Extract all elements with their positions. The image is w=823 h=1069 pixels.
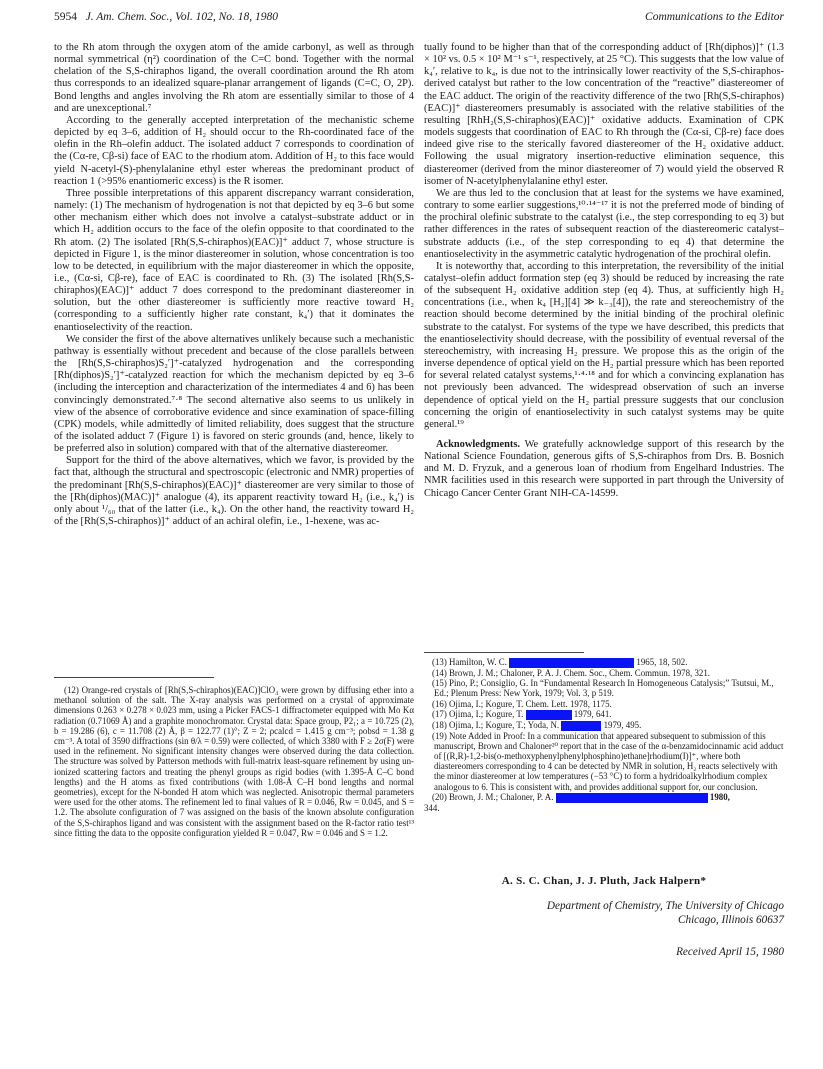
paragraph: According to the generally accepted interpretation of the mechanistic scheme depicted by eq 3–6, addition of H₂ should occur to the Rh-coordinated face of the olefin in the Rh–olefin adduct. The isolated adduct 7 corresponds to coordination of the (Cα-re, Cβ-si) face of EAC to the rhodium atom. Addition of H₂ to this face would yield N-acetyl-(S)-phenylalanine ethyl ester whereas the predominant product of reaction 1 (>95% enantiomeric excess) is the R isomer. [54, 114, 414, 187]
redaction-box [556, 793, 708, 803]
author-list: A. S. C. Chan, J. J. Pluth, Jack Halpern* [501, 875, 707, 887]
footnote-20-continued: 344. [424, 802, 440, 813]
footnote-text: (12) Orange-red crystals of [Rh(S,S-chiraphos)(EAC)]ClO₄ were grown by diffusing ether into a methanol solution of the salt. The X-ray analysis was performed on a crystal of approximate dimensions 0.263 × 0.278 × 0.023 mm, using a Picker FACS-1 diffractometer equipped with Mo Kα radiation (0.71069 Å) and a graphite monochromator. Crystal data: Space group, P2₁; a = 10.725 (2), b = 19.286 (6), c = 11.708 (2) Å, β = 122.77 (1)°; Z = 2; ρcalcd = 1.415 g cm⁻³; ρobsd = 1.38 g cm⁻³. A total of 3590 diffractions (sin θ/λ = 0.59) were collected, of which 3380 with F ≥ 2σ(F) were used in the refinement. No significant intensity changes were observed during the data collection. The structure was solved by Patterson methods with full-matrix least-square refinement by using un-ionized scattering factors and treating the phenyl groups as rigid bodies (with 1.395-Å C–C bond lengths) and the H atoms as fixed contributions (with 1.08-Å C–H bond lengths and normal geometries), except for the N-bonded H atom which was neglected. Anisotropic thermal parameters were used for the other atoms. The refinement led to final values of R = 0.046, Rw = 0.045, and S = 1.2. The absolute configuration of 7 was assigned on the basis of the known absolute configuration of the S,S-chiraphos ligand and was consistent with the assignment based on the R-factor ratio test¹³ since fitting the data to the opposite configuration yielded R = 0.047, Rw = 0.046 and S = 1.2. [54, 685, 414, 838]
page-number: 5954 [54, 11, 77, 23]
footnote-12 [54, 685, 414, 838]
acknowledgment [424, 439, 784, 500]
footnote-divider-left [54, 677, 214, 678]
footnote-17: (17) Ojima, I.; Kogure, T. 1979, 641. [432, 708, 612, 719]
footnote-14: (14) Brown, J. M.; Chaloner, P. A. J. Chem. Soc., Chem. Commun. 1978, 321. [432, 667, 710, 678]
paragraph: to the Rh atom through the oxygen atom of the amide carbonyl, as well as through normal symmetrical (η²) coordination of the C=C bond. Together with the normal chelation of the S,S-chiraphos ligand, the overall coordination around the Rh atom thus corresponds to an idealized square-planar arrangement of ligands (C=C, O, 2P). Bond lengths and angles involving the Rh atom are essentially similar to those of 4 and are unexceptional.⁷ [54, 42, 414, 114]
received-date: Received April 15, 1980 [676, 946, 784, 958]
affiliation-line: Department of Chemistry, The University of Chicago [546, 900, 784, 912]
paragraph: We consider the first of the above alternatives unlikely because such a mechanistic pathway is essentially without precedent and because of the close parallels between the [Rh(S,S-chiraphos)S₂′]⁺-catalyzed hydrogenation and the corresponding [Rh(diphos)S₂′]⁺-catalyzed reaction for which the mechanism depicted by eq 3–6 (including the interception and characterization of the intermediates 4 and 6) has been convincingly demonstrated.⁷·⁸ The second alternative also seems to us unlikely in view of the absence of corroborative evidence and since examination of space-filling (CPK) models, while admittedly of limited reliability, does suggest that the structure of the isolated adduct 7 (Figure 1) is favored on steric grounds (and, hence, likely to be preferred also in solution) compared with that of the alternative diastereomer. [54, 333, 414, 455]
page-header-left [54, 11, 278, 23]
footnotes-right [424, 657, 784, 813]
footnote-15: (15) Pino, P.; Consiglio, G. In “Fundamental Research In Homogeneous Catalysis;” Tsutsui, M., Ed.; Plenum Press: New York, 1979; Vol. 3, p 519. [432, 678, 774, 699]
journal-citation: J. Am. Chem. Soc., Vol. 102, No. 18, 1980 [85, 11, 279, 23]
paragraph: Three possible interpretations of this apparent discrepancy warrant consideration, namely: (1) The mechanism of hydrogenation is not that depicted by eq 3–6 but some other mechanism either which does not involve a catalyst–substrate adduct or in which H₂ addition occurs to the face of the olefin opposite to that coordinated to the Rh atom. (2) The isolated [Rh(S,S-chiraphos)(EAC)]⁺ adduct 7, whose structure is depicted in Figure 1, is the minor diastereomer in solution, whose concentration is too low to be detected, in equilibrium with the major diastereomer in which the opposite, i.e., (Cα-si, Cβ-re), face of EAC is coordinated to Rh. (3) The isolated [Rh(S,S-chiraphos)(EAC)]⁺ adduct 7 does correspond to the predominant diastereomer in solution, but the other diastereomer is sufficiently more reactive toward H₂ (corresponding to a sufficiently higher rate constant, k₄′) that it dominates the enantioselectivity of the reaction. [54, 187, 414, 333]
paragraph: It is noteworthy that, according to this interpretation, the reversibility of the initial catalyst–olefin adduct formation step (eq 3) should be reduced by increasing the rate of the subsequent H₂ oxidative addition step (eq 4). Thus, at sufficiently high H₂ concentrations (i.e., when k₄ [H₂][4] ≫ k₋₃[4]), the rate and stereochemistry of the reaction should become determined by the initial binding of the prochiral olefinic substrate to the catalyst. For systems of the type we have described, this predicts that the enantioselectivity should decrease, with the possibility of eventual reversal of the stereochemistry, with increasing H₂ pressure. We propose this as the origin of the inverse dependence of optical yield on the H₂ partial pressure which has been reported for several related catalyst systems,¹·⁴·¹⁸ and for which a convincing explanation has not previously been advanced. The widespread observation of such an inverse dependence of optical yield on the H₂ partial pressure suggests that our conclusion concerning the origin of enantioselectivity in such catalyst systems may be quite general.¹⁹ [424, 260, 784, 430]
paragraph: tually found to be higher than that of the corresponding adduct of [Rh(diphos)]⁺ (1.3 × 10² vs. 0.5 × 10² M⁻¹ s⁻¹, respectively, at 25 °C). This suggests that the low value of k₄′, relative to k₄, is due not to the intrinsically lower reactivity of the S,S-chiraphos-derived catalyst but rather to the low concentration of the “reactive” diastereomer of the EAC adduct. The origin of the reactivity difference of the two [Rh(S,S-chiraphos)(EAC)]⁺ diastereomers presumably is associated with the relative stabilities of the resulting [RhH₂(S,S-chiraphos)(EAC)]⁺ oxidative adducts. Examination of CPK models suggests that coordination of EAC to Rh through the (Cα-si, Cβ-re) face does indeed give rise to the sterically favored diastereomer of the H₂ oxidative adduct. Following the usual migratory insertion-reductive elimination sequence, this diastereomer (derived from the minor diastereomer of 7) would yield the observed R isomer of N-acetylphenylalanine ethyl ester. [424, 42, 784, 187]
section-title: Communications to the Editor [645, 11, 784, 23]
acknowledgment-text: We gratefully acknowledge support of this research by the National Science Foundation, generous gifts of S,S-chiraphos from Drs. B. Bosnich and M. D. Fryzuk, and a generous loan of rhodium from Engelhard Industries. The NMR facilities used in this research were supported in part through the University of Chicago Cancer Center Grant NIH-CA-14599. [424, 439, 784, 499]
redaction-box [526, 710, 572, 720]
footnote-13: (13) Hamilton, W. C. 1965, 18, 502. [432, 657, 688, 667]
affiliation-line: Chicago, Illinois 60637 [678, 913, 784, 926]
paragraph: Support for the third of the above alternatives, which we favor, is provided by the fact that, although the structural and spectroscopic (electronic and NMR) properties of the predominant [Rh(S,S-chiraphos)(EAC)]⁺ diastereomer are very similar to those of the [Rh(diphos)(MAC)]⁺ analogue (4), its apparent reactivity toward H₂ (i.e., k₄′) is only about ¹/₆₀ that of the latter (i.e., k₄). On the other hand, the reactivity toward H₂ of the [Rh(S,S-chiraphos)]⁺ adduct of an achiral olefin, i.e., 1-hexene, was ac- [54, 455, 414, 528]
footnote-19: (19) Note Added in Proof: In a communication that appeared subsequent to submission of this manuscript, Brown and Chaloner²⁰ report that in the case of the α-benzamidocinnamic acid adduct of [(R,R)-1,2-bis(o-methoxyphenylphenylphosphino)ethane]rhodium(I)]⁺, where both diastereomers corresponding to 4 can be detected by NMR in solution, H₂ reacts selectively with the minor diastereomer at low temperatures (−53 °C) to form a hydridoalkylrhodium complex analogous to 6. This is consistent with, and provides additional support for, our conclusion. [432, 730, 784, 792]
redaction-box [509, 658, 634, 668]
paragraph: We are thus led to the conclusion that at least for the systems we have examined, contrary to some earlier suggestions,¹⁰·¹⁴⁻¹⁷ it is not the preferred mode of binding of the prochiral olefinic substrate to the catalyst (i.e., the step corresponding to eq 3) but rather differences in the rates of subsequent reaction of the diastereomeric catalyst–substrate adducts (i.e., of the step corresponding to eq 4) that determine the enantioselectivity in the asymmetric catalytic hydrogenation of the prochiral olefin. [424, 187, 784, 260]
left-column [54, 42, 414, 528]
acknowledgment-heading: Acknowledgments. [436, 439, 520, 450]
footnote-20: (20) Brown, J. M.; Chaloner, P. A. 1980, [432, 791, 730, 802]
redaction-box [561, 721, 601, 731]
footnote-divider-right [424, 652, 584, 653]
running-header [54, 11, 784, 27]
footnote-18: (18) Ojima, I.; Kogure, T.; Yoda, N. 1979, 495. [432, 719, 642, 730]
affiliation [424, 900, 784, 927]
right-column [424, 42, 784, 500]
footnote-16: (16) Ojima, I.; Kogure, T. Chem. Lett. 1978, 1175. [432, 698, 612, 709]
